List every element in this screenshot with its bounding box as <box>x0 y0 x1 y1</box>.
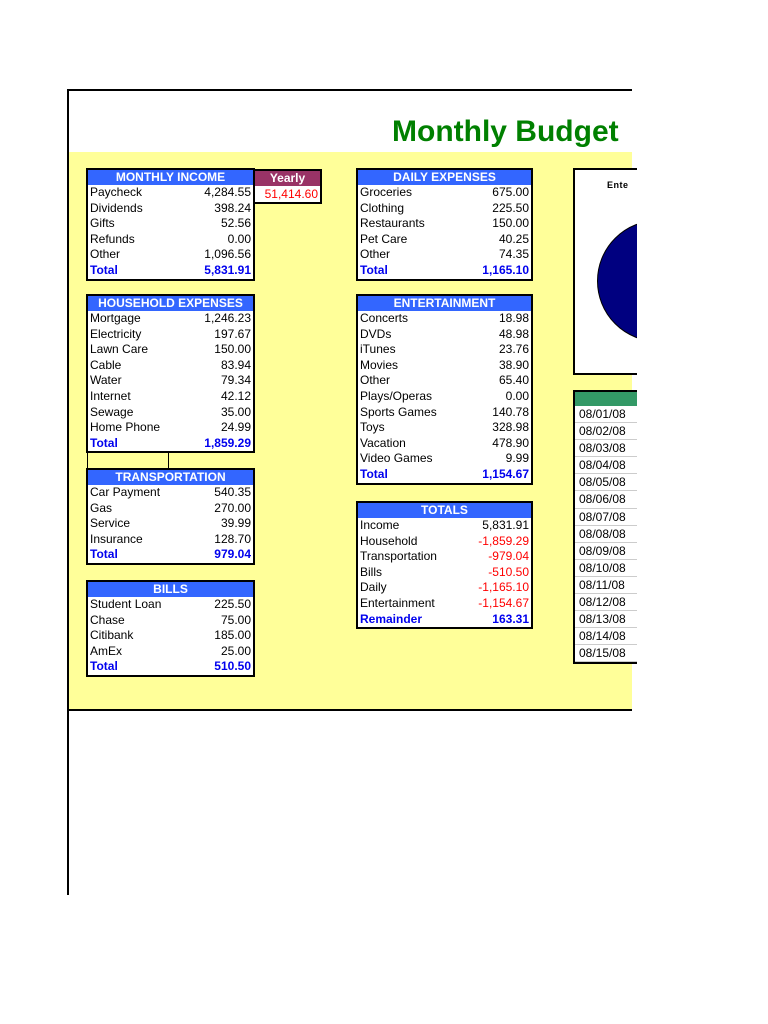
table-row <box>88 216 253 232</box>
date-cell[interactable]: 08/12/08 <box>575 594 637 611</box>
row-value[interactable]: 225.50 <box>492 200 529 215</box>
row-value[interactable]: 185.00 <box>214 628 251 643</box>
row-label[interactable]: Bills <box>360 564 383 579</box>
table-row <box>88 644 253 660</box>
total-value[interactable]: 1,859.29 <box>204 435 251 450</box>
row-value[interactable]: 39.99 <box>220 516 251 531</box>
total-label[interactable]: Total <box>360 466 388 481</box>
total-label[interactable]: Remainder <box>360 611 423 626</box>
row-value[interactable]: 4,284.55 <box>204 185 251 199</box>
row-label[interactable]: Lawn Care <box>90 342 149 357</box>
transportation-table <box>86 468 255 565</box>
row-value[interactable]: 675.00 <box>492 185 529 199</box>
row-label[interactable]: Concerts <box>360 311 409 325</box>
total-row <box>88 547 253 563</box>
table-row <box>88 373 253 389</box>
row-value[interactable]: 24.99 <box>220 420 251 435</box>
row-value[interactable]: 150.00 <box>492 216 529 231</box>
chart-title: Ente <box>607 180 629 190</box>
row-value[interactable]: 23.76 <box>498 342 529 357</box>
row-value[interactable]: 225.50 <box>214 597 251 611</box>
total-row <box>358 263 531 279</box>
page-title: Monthly Budget <box>392 115 619 148</box>
yearly-value[interactable]: 51,414.60 <box>264 187 318 201</box>
date-list <box>575 406 637 662</box>
row-value[interactable]: 270.00 <box>214 500 251 515</box>
row-label[interactable]: Chase <box>90 612 125 627</box>
row-label[interactable]: Service <box>90 516 131 531</box>
row-label[interactable]: Daily <box>360 580 387 595</box>
row-label[interactable]: Other <box>90 247 121 262</box>
date-cell[interactable]: 08/03/08 <box>575 440 637 457</box>
table-row <box>358 580 531 596</box>
total-row <box>88 263 253 279</box>
row-value[interactable]: 398.24 <box>214 200 251 215</box>
row-label[interactable]: Car Payment <box>90 485 161 499</box>
row-label[interactable]: Movies <box>360 357 399 372</box>
table-row <box>88 311 253 327</box>
date-cell[interactable]: 08/08/08 <box>575 526 637 543</box>
bills-table <box>86 580 255 677</box>
row-label[interactable]: Insurance <box>90 531 143 546</box>
row-value[interactable]: 79.34 <box>220 373 251 388</box>
table-row <box>88 342 253 358</box>
date-cell[interactable]: 08/06/08 <box>575 491 637 508</box>
table-row <box>88 597 253 613</box>
entertainment-header: ENTERTAINMENT <box>358 296 531 311</box>
row-label[interactable]: Gifts <box>90 216 115 231</box>
entertainment-table <box>356 294 533 485</box>
row-value[interactable]: 540.35 <box>214 485 251 499</box>
date-cell[interactable]: 08/13/08 <box>575 611 637 628</box>
row-label[interactable]: Refunds <box>90 231 135 246</box>
row-value[interactable]: 128.70 <box>214 531 251 546</box>
date-cell[interactable]: 08/02/08 <box>575 423 637 440</box>
table-row <box>88 327 253 343</box>
row-value[interactable]: 9.99 <box>505 451 529 466</box>
row-label[interactable]: Toys <box>360 420 385 435</box>
date-cell[interactable]: 08/05/08 <box>575 474 637 491</box>
row-label[interactable]: Plays/Operas <box>360 388 433 403</box>
row-label[interactable]: Internet <box>90 388 131 403</box>
table-row <box>88 389 253 405</box>
table-row <box>88 532 253 548</box>
row-value[interactable]: -1,154.67 <box>478 595 529 610</box>
table-row <box>358 373 531 389</box>
totals-header: TOTALS <box>358 503 531 518</box>
table-row <box>358 201 531 217</box>
row-value[interactable]: 328.98 <box>492 420 529 435</box>
row-label[interactable]: Pet Care <box>360 231 408 246</box>
table-row <box>358 185 531 201</box>
row-label[interactable]: DVDs <box>360 326 392 341</box>
total-value[interactable]: 1,154.67 <box>482 466 529 481</box>
row-value[interactable]: 1,096.56 <box>204 247 251 262</box>
row-value[interactable]: 65.40 <box>498 373 529 388</box>
row-value[interactable]: 75.00 <box>220 612 251 627</box>
table-row <box>358 216 531 232</box>
yearly-income-box <box>253 169 322 204</box>
row-value[interactable]: -979.04 <box>488 549 529 564</box>
date-cell[interactable]: 08/07/08 <box>575 509 637 526</box>
row-value[interactable]: 38.90 <box>498 357 529 372</box>
table-row <box>358 596 531 612</box>
table-row <box>358 342 531 358</box>
total-row <box>88 659 253 675</box>
table-row <box>358 247 531 263</box>
row-value[interactable]: 18.98 <box>498 311 529 325</box>
row-value[interactable]: 478.90 <box>492 435 529 450</box>
total-label[interactable]: Total <box>90 262 118 277</box>
row-value[interactable]: 0.00 <box>227 231 251 246</box>
income-header: MONTHLY INCOME <box>88 170 253 185</box>
table-row <box>358 518 531 534</box>
date-cell[interactable]: 08/11/08 <box>575 577 637 594</box>
daily-header: DAILY EXPENSES <box>358 170 531 185</box>
row-value[interactable]: 35.00 <box>220 404 251 419</box>
row-label[interactable]: Gas <box>90 500 113 515</box>
date-cell[interactable]: 08/04/08 <box>575 457 637 474</box>
entertainment-pie-chart[interactable] <box>573 168 637 375</box>
row-value[interactable]: 42.12 <box>220 388 251 403</box>
daily-log-header <box>575 392 637 406</box>
total-row <box>88 436 253 452</box>
table-row <box>88 232 253 248</box>
total-value[interactable]: 1,165.10 <box>482 262 529 277</box>
date-cell[interactable]: 08/09/08 <box>575 543 637 560</box>
row-value[interactable]: 74.35 <box>498 247 529 262</box>
table-row <box>88 628 253 644</box>
pie-slice <box>597 220 637 342</box>
daily-expenses-table <box>356 168 533 281</box>
total-label[interactable]: Total <box>90 659 118 674</box>
transportation-header: TRANSPORTATION <box>88 470 253 485</box>
row-label[interactable]: Clothing <box>360 200 405 215</box>
table-row <box>358 327 531 343</box>
table-row <box>358 534 531 550</box>
cell-divider <box>168 452 169 468</box>
table-row <box>358 389 531 405</box>
row-label[interactable]: Vacation <box>360 435 406 450</box>
row-label[interactable]: Sewage <box>90 404 134 419</box>
row-label[interactable]: Household <box>360 533 418 548</box>
table-row <box>88 501 253 517</box>
row-label[interactable]: AmEx <box>90 643 123 658</box>
row-value[interactable]: 0.00 <box>505 388 529 403</box>
daily-log-table <box>573 390 637 664</box>
total-value[interactable]: 510.50 <box>214 659 251 674</box>
total-label[interactable]: Total <box>90 547 118 562</box>
cell-divider <box>87 452 88 468</box>
row-value[interactable]: 150.00 <box>214 342 251 357</box>
row-label[interactable]: Entertainment <box>360 595 435 610</box>
row-label[interactable]: Restaurants <box>360 216 425 231</box>
total-value[interactable]: 979.04 <box>214 547 251 562</box>
table-row <box>358 358 531 374</box>
row-label[interactable]: Income <box>360 518 400 532</box>
row-value[interactable]: 40.25 <box>498 231 529 246</box>
total-row <box>358 467 531 483</box>
table-row <box>88 247 253 263</box>
row-label[interactable]: Water <box>90 373 122 388</box>
row-value[interactable]: -1,165.10 <box>478 580 529 595</box>
date-cell[interactable]: 08/14/08 <box>575 628 637 645</box>
row-label[interactable]: Cable <box>90 357 122 372</box>
row-label[interactable]: Paycheck <box>90 185 143 199</box>
date-cell[interactable]: 08/15/08 <box>575 645 637 662</box>
household-expenses-table <box>86 294 255 453</box>
totals-table <box>356 501 533 629</box>
table-row <box>358 565 531 581</box>
row-label[interactable]: Sports Games <box>360 404 437 419</box>
table-row <box>88 201 253 217</box>
sheet-top-border <box>67 89 632 91</box>
row-label[interactable]: Groceries <box>360 185 413 199</box>
row-label[interactable]: Citibank <box>90 628 134 643</box>
row-value[interactable]: 5,831.91 <box>482 518 529 532</box>
row-label[interactable]: Dividends <box>90 200 143 215</box>
table-row <box>358 436 531 452</box>
table-row <box>88 485 253 501</box>
total-value[interactable]: 163.31 <box>492 611 529 626</box>
row-value[interactable]: -510.50 <box>488 564 529 579</box>
row-value[interactable]: 83.94 <box>220 357 251 372</box>
row-value[interactable]: 140.78 <box>492 404 529 419</box>
sheet-bottom-border <box>67 709 632 711</box>
row-label[interactable]: Electricity <box>90 326 142 341</box>
table-row <box>88 405 253 421</box>
table-row <box>358 451 531 467</box>
total-value[interactable]: 5,831.91 <box>204 262 251 277</box>
monthly-income-table <box>86 168 255 281</box>
table-row <box>88 516 253 532</box>
table-row <box>358 232 531 248</box>
total-label[interactable]: Total <box>360 262 388 277</box>
row-value[interactable]: 25.00 <box>220 643 251 658</box>
row-label[interactable]: Video Games <box>360 451 433 466</box>
table-row <box>358 405 531 421</box>
table-row <box>358 549 531 565</box>
total-row <box>358 612 531 628</box>
row-value[interactable]: 48.98 <box>498 326 529 341</box>
table-row <box>88 420 253 436</box>
row-value[interactable]: 197.67 <box>214 326 251 341</box>
row-label[interactable]: Mortgage <box>90 311 141 325</box>
row-label[interactable]: iTunes <box>360 342 396 357</box>
row-label[interactable]: Home Phone <box>90 420 161 435</box>
table-row <box>358 311 531 327</box>
date-cell[interactable]: 08/10/08 <box>575 560 637 577</box>
row-label[interactable]: Student Loan <box>90 597 162 611</box>
table-row <box>88 613 253 629</box>
table-row <box>88 358 253 374</box>
row-value[interactable]: -1,859.29 <box>478 533 529 548</box>
table-row <box>358 420 531 436</box>
row-label[interactable]: Transportation <box>360 549 437 564</box>
row-label[interactable]: Other <box>360 373 391 388</box>
date-cell[interactable]: 08/01/08 <box>575 406 637 423</box>
table-row <box>88 185 253 201</box>
bills-header: BILLS <box>88 582 253 597</box>
yearly-header: Yearly <box>255 171 320 186</box>
row-value[interactable]: 1,246.23 <box>204 311 251 325</box>
row-label[interactable]: Other <box>360 247 391 262</box>
household-header: HOUSEHOLD EXPENSES <box>88 296 253 311</box>
row-value[interactable]: 52.56 <box>220 216 251 231</box>
total-label[interactable]: Total <box>90 435 118 450</box>
